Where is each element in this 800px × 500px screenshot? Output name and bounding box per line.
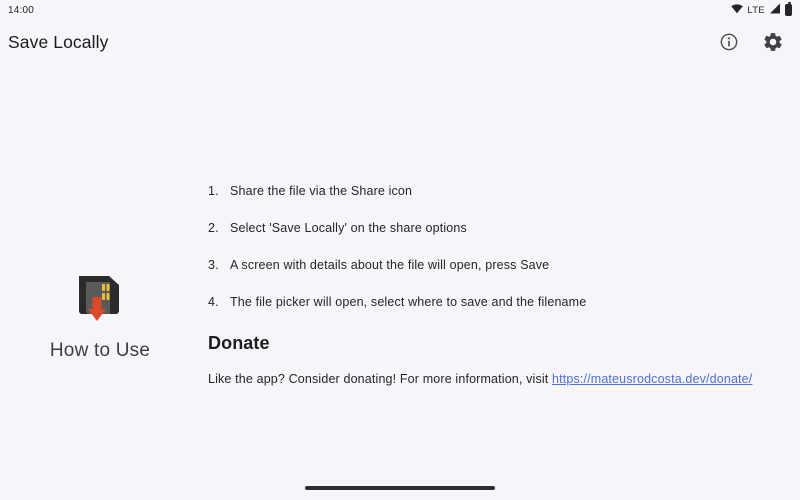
wifi-icon [731,4,743,17]
app-bar [0,20,800,64]
list-item [208,258,760,272]
main-content [0,64,800,500]
donate-link[interactable]: https://mateusrodcosta.dev/donate/ [552,372,753,386]
step-number: 3. [208,258,219,272]
list-item [208,184,760,198]
step-text: A screen with details about the file will open, press Save [230,258,550,272]
app-bar-actions [716,29,786,55]
donate-text-prefix: Like the app? Consider donating! For more information, visit [208,372,553,386]
status-clock: 14:00 [8,4,35,16]
status-bar [0,0,800,20]
gear-icon [762,31,784,53]
list-item [208,295,760,309]
signal-bars-icon [769,3,781,17]
step-number: 2. [208,221,219,235]
howto-illustration-pane [0,184,200,362]
instructions-pane [200,184,800,386]
howto-steps-list [208,184,760,309]
donate-heading: Donate [208,333,270,353]
step-text: The file picker will open, select where to save and the filename [230,295,587,309]
sd-card-download-icon [72,272,128,324]
donate-text [208,372,760,386]
step-number: 4. [208,295,219,309]
step-text: Select 'Save Locally' on the share options [230,221,467,235]
howto-title: How to Use [49,340,151,361]
status-bar-right [731,3,792,17]
settings-button[interactable] [760,29,786,55]
system-nav-bar [0,476,800,500]
step-text: Share the file via the Share icon [230,184,413,198]
network-type-label: LTE [747,4,765,16]
list-item [208,221,760,235]
page-title: Save Locally [8,31,109,52]
home-indicator[interactable] [305,486,495,490]
info-button[interactable] [716,29,742,55]
battery-full-icon [785,4,792,16]
step-number: 1. [208,184,219,198]
status-bar-left [8,5,34,16]
info-icon [719,32,739,52]
